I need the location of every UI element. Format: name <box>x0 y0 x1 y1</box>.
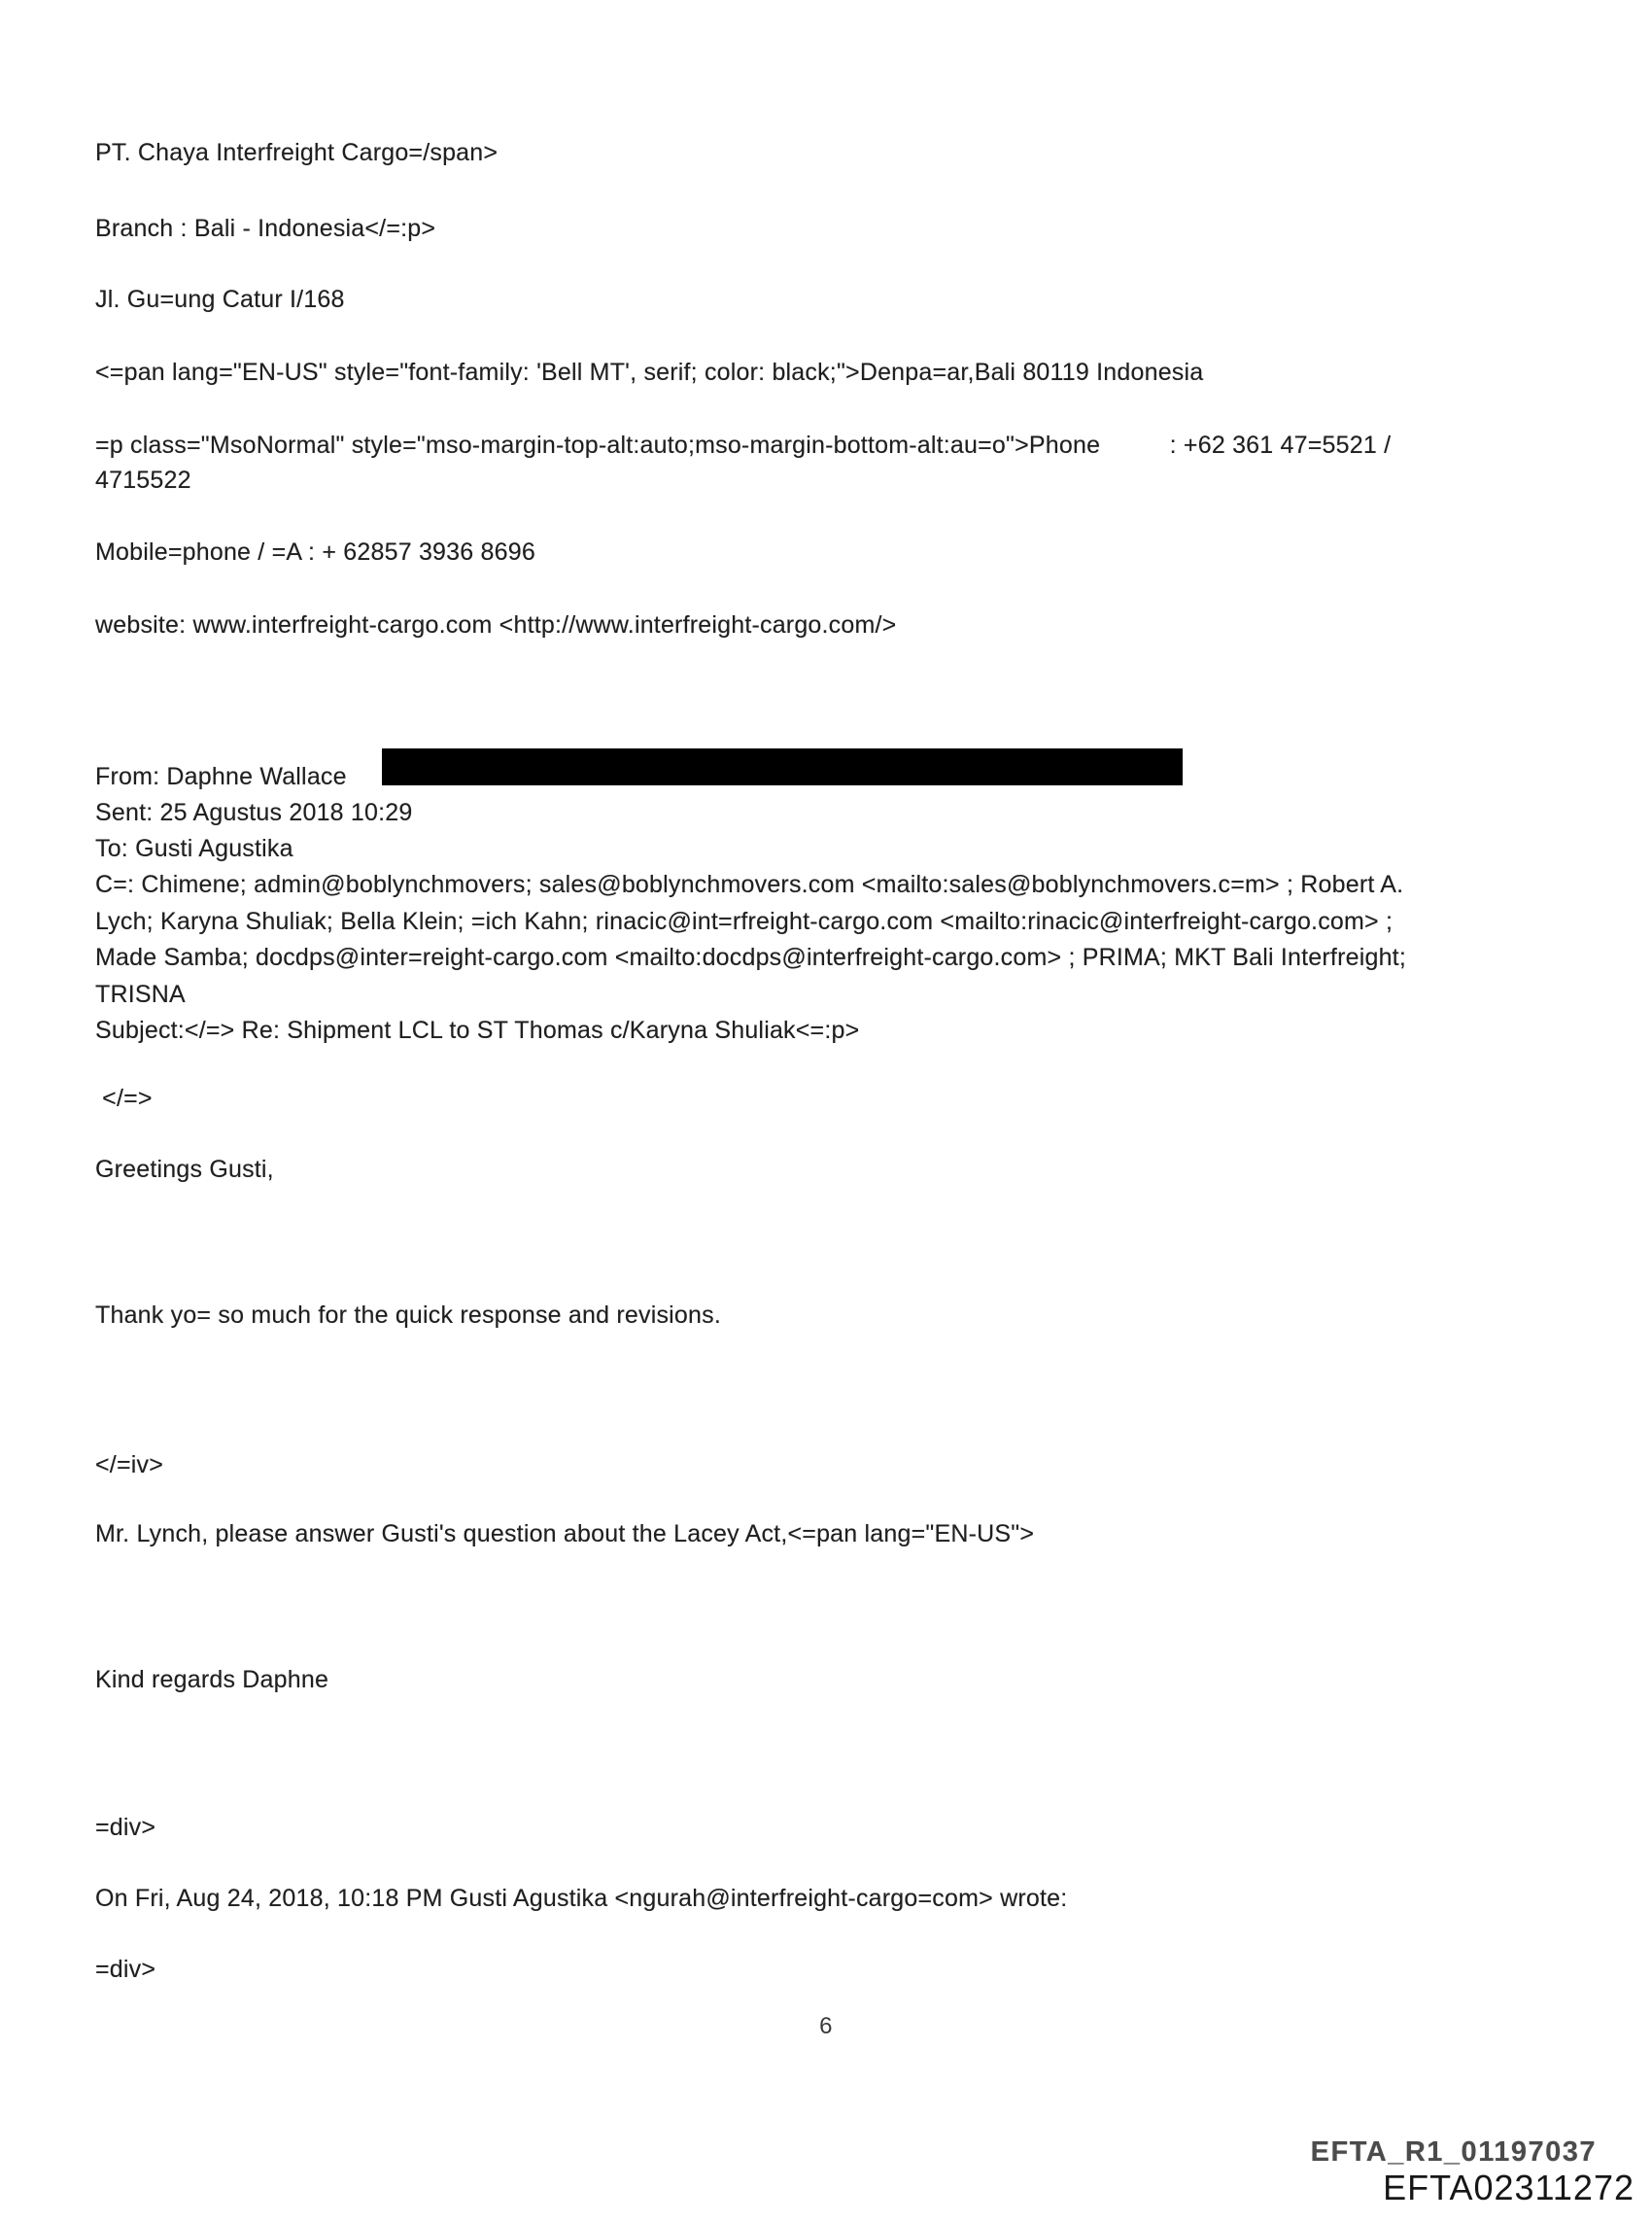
sig-company-line: PT. Chaya Interfreight Cargo=/span> <box>95 139 499 166</box>
artifact-line-3: =div> <box>95 1814 156 1841</box>
artifact-line-1: </=> <box>95 1085 153 1112</box>
quoted-header-line: On Fri, Aug 24, 2018, 10:18 PM Gusti Agustika <ngurah@interfreight-cargo=com> wrote: <box>95 1885 1068 1912</box>
sig-branch-line: Branch : Bali - Indonesia</=:p> <box>95 215 436 242</box>
sig-mobile-line: Mobile=phone / =A : + 62857 3936 8696 <box>95 538 535 566</box>
request-line: Mr. Lynch, please answer Gusti's question about the Lacey Act,<=pan lang="EN-US"> <box>95 1520 1035 1547</box>
sig-phone-line: =p class="MsoNormal" style="mso-margin-top-alt:auto;mso-margin-bottom-alt:au=o">Phone : +62 361 47=5521 / <box>95 432 1392 459</box>
email-subject-line: Subject:</=> Re: Shipment LCL to ST Thomas c/Karyna Shuliak<=:p> <box>95 1017 860 1044</box>
email-cc-line-4: TRISNA <box>95 981 186 1008</box>
bates-number-top: EFTA_R1_01197037 <box>1310 2136 1597 2168</box>
email-from-line: From: Daphne Wallace <box>95 763 347 790</box>
page-number: 6 <box>819 2013 833 2039</box>
sig-website-line: website: www.interfreight-cargo.com <http://www.interfreight-cargo.com/> <box>95 611 897 639</box>
greeting-line: Greetings Gusti, <box>95 1156 274 1183</box>
sig-city-line: <=pan lang="EN-US" style="font-family: 'Bell MT', serif; color: black;">Denpa=ar,Bali 80119 Indonesia <box>95 359 1204 386</box>
bates-number-bottom: EFTA02311272 <box>1383 2168 1635 2207</box>
sig-street-line: Jl. Gu=ung Catur I/168 <box>95 286 345 313</box>
thanks-line: Thank yo= so much for the quick response and revisions. <box>95 1302 721 1329</box>
email-sent-line: Sent: 25 Agustus 2018 10:29 <box>95 799 413 826</box>
email-cc-line-2: Lych; Karyna Shuliak; Bella Klein; =ich Kahn; rinacic@int=rfreight-cargo.com <mailto:rinacic@interfreight-cargo.com> ; <box>95 908 1394 935</box>
artifact-line-4: =div> <box>95 1956 156 1983</box>
redaction-bar <box>382 748 1183 785</box>
signoff-line: Kind regards Daphne <box>95 1666 329 1693</box>
email-cc-line-1: C=: Chimene; admin@boblynchmovers; sales@boblynchmovers.com <mailto:sales@boblynchmovers.c=m> ; Robert A. <box>95 871 1404 898</box>
email-to-line: To: Gusti Agustika <box>95 835 293 862</box>
sig-phone-line-cont: 4715522 <box>95 467 191 494</box>
email-cc-line-3: Made Samba; docdps@inter=reight-cargo.com <mailto:docdps@interfreight-cargo.com> ; PRIMA; MKT Bali Interfreight; <box>95 944 1406 971</box>
artifact-line-2: </=iv> <box>95 1451 163 1478</box>
